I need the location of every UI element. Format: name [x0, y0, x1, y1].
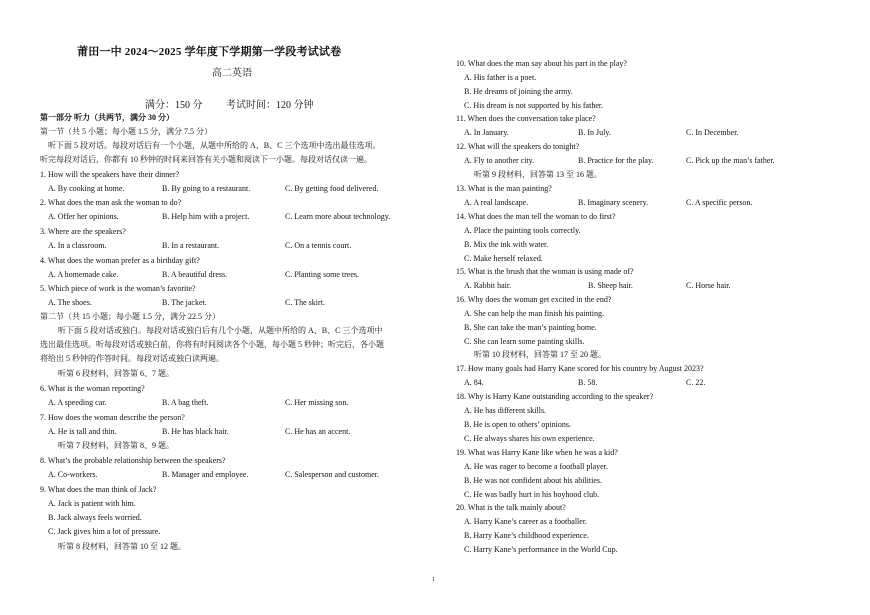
question-19-option-c: C. He was badly hurt in his boyhood club.	[464, 490, 600, 499]
question-10-option-a: A. His father is a poet.	[464, 73, 537, 82]
section1-heading: 第一节（共 5 小题；每小题 1.5 分，满分 7.5 分）	[40, 127, 212, 136]
question-10-option-b: B. He dreams of joining the army.	[464, 87, 573, 96]
question-8-stem: 8. What’s the probable relationship between the speakers?	[40, 456, 226, 465]
question-14-stem: 14. What does the man tell the woman to do first?	[456, 212, 616, 221]
question-20-option-c: C. Harry Kane’s performance in the World Cup.	[464, 545, 618, 554]
question-12-option-c: C. Pick up the man’s father.	[686, 156, 775, 165]
question-5-option-b: B. The jacket.	[162, 298, 207, 307]
question-16-stem: 16. Why does the woman get excited in the end?	[456, 295, 612, 304]
material-10-note: 听第 10 段材料，回答第 17 至 20 题。	[474, 350, 606, 359]
question-2-option-b: B. Help him with a project.	[162, 212, 250, 221]
question-18-option-b: B. He is open to others’ opinions.	[464, 420, 571, 429]
question-8-option-c: C. Salesperson and customer.	[285, 470, 379, 479]
material-8-note: 听第 8 段材料，回答第 10 至 12 题。	[58, 542, 186, 551]
question-6-stem: 6. What is the woman reporting?	[40, 384, 145, 393]
section2-instructions-1: 听下面 5 段对话或独白。每段对话或独白后有几个小题，从题中所给的 A、B、C 三个选项中	[58, 326, 383, 335]
question-8-option-a: A. Co-workers.	[48, 470, 98, 479]
question-15-stem: 15. What is the brush that the woman is using made of?	[456, 267, 634, 276]
question-5-option-c: C. The skirt.	[285, 298, 325, 307]
question-3-option-a: A. In a classroom.	[48, 241, 107, 250]
question-1-option-a: A. By cooking at home.	[48, 184, 125, 193]
question-15-option-c: C. Horse hair.	[686, 281, 731, 290]
question-2-stem: 2. What does the man ask the woman to do?	[40, 198, 182, 207]
part1-heading: 第一部分 听力（共两节，满分 30 分）	[40, 113, 174, 122]
question-11-option-c: C. In December.	[686, 128, 739, 137]
page-number: 1	[432, 577, 435, 583]
question-11-option-a: A. In January.	[464, 128, 509, 137]
question-14-option-c: C. Make herself relaxed.	[464, 254, 543, 263]
subject-title: 高二英语	[212, 68, 252, 79]
question-13-option-b: B. Imaginary scenery.	[578, 198, 649, 207]
question-11-option-b: B. In July.	[578, 128, 611, 137]
question-20-option-b: B. Harry Kane’s childhood experience.	[464, 531, 589, 540]
question-9-stem: 9. What does the man think of Jack?	[40, 485, 157, 494]
question-13-stem: 13. What is the man painting?	[456, 184, 552, 193]
question-7-option-b: B. He has black hair.	[162, 427, 229, 436]
question-3-option-b: B. In a restaurant.	[162, 241, 220, 250]
question-12-option-b: B. Practice for the play.	[578, 156, 654, 165]
question-18-option-c: C. He always shares his own experience.	[464, 434, 595, 443]
question-6-option-c: C. Her missing son.	[285, 398, 349, 407]
question-15-option-a: A. Rabbit hair.	[464, 281, 512, 290]
question-1-stem: 1. How will the speakers have their dinner?	[40, 170, 180, 179]
full-score: 满分：150 分	[145, 100, 203, 111]
question-12-stem: 12. What will the speakers do tonight?	[456, 142, 580, 151]
question-11-stem: 11. When does the conversation take place?	[456, 114, 596, 123]
question-5-option-a: A. The shoes.	[48, 298, 92, 307]
question-10-stem: 10. What does the man say about his part in the play?	[456, 59, 627, 68]
question-12-option-a: A. Fly to another city.	[464, 156, 535, 165]
question-2-option-c: C. Learn more about technology.	[285, 212, 391, 221]
question-16-option-b: B. She can take the man’s painting home.	[464, 323, 597, 332]
question-15-option-b: B. Sheep hair.	[588, 281, 633, 290]
question-1-option-b: B. By going to a restaurant.	[162, 184, 251, 193]
question-14-option-b: B. Mix the ink with water.	[464, 240, 549, 249]
material-9-note: 听第 9 段材料，回答第 13 至 16 题。	[474, 170, 602, 179]
question-16-option-a: A. She can help the man finish his painting.	[464, 309, 604, 318]
question-17-stem: 17. How many goals had Harry Kane scored for his country by August 2023?	[456, 364, 704, 373]
question-9-option-b: B. Jack always feels worried.	[48, 513, 142, 522]
question-3-option-c: C. On a tennis court.	[285, 241, 352, 250]
question-4-option-a: A. A homemade cake.	[48, 270, 119, 279]
material-7-note: 听第 7 段材料，回答第 8、9 题。	[58, 441, 174, 450]
question-5-stem: 5. Which piece of work is the woman’s favorite?	[40, 284, 196, 293]
question-19-stem: 19. What was Harry Kane like when he was a kid?	[456, 448, 618, 457]
section1-instructions-1: 听下面 5 段对话。每段对话后有一个小题，从题中所给的 A、B、C 三个选项中选出最佳选项。	[48, 141, 381, 150]
question-10-option-c: C. His dream is not supported by his father.	[464, 101, 604, 110]
question-18-option-a: A. He has different skills.	[464, 406, 547, 415]
question-4-option-c: C. Planting some trees.	[285, 270, 359, 279]
question-4-stem: 4. What does the woman prefer as a birthday gift?	[40, 256, 200, 265]
question-17-option-a: A. 84.	[464, 378, 484, 387]
question-16-option-c: C. She can learn some painting skills.	[464, 337, 585, 346]
question-13-option-a: A. A real landscape.	[464, 198, 529, 207]
question-7-option-c: C. He has an accent.	[285, 427, 351, 436]
question-6-option-b: B. A bag theft.	[162, 398, 209, 407]
question-3-stem: 3. Where are the speakers?	[40, 227, 126, 236]
section2-instructions-2: 选出最佳选项。听每段对话或独白前，你将有时间阅读各个小题，每小题 5 秒钟；听完后，各小题	[40, 340, 384, 349]
question-7-option-a: A. He is tall and thin.	[48, 427, 117, 436]
question-6-option-a: A. A speeding car.	[48, 398, 107, 407]
question-7-stem: 7. How does the woman describe the person?	[40, 413, 185, 422]
question-13-option-c: C. A specific person.	[686, 198, 753, 207]
exam-time: 考试时间：120 分钟	[226, 100, 314, 111]
section2-heading: 第二节（共 15 小题；每小题 1.5 分，满分 22.5 分）	[40, 312, 220, 321]
material-6-note: 听第 6 段材料，回答第 6、7 题。	[58, 369, 174, 378]
question-18-stem: 18. Why is Harry Kane outstanding according to the speaker?	[456, 392, 654, 401]
question-9-option-a: A. Jack is patient with him.	[48, 499, 136, 508]
question-14-option-a: A. Place the painting tools correctly.	[464, 226, 581, 235]
question-8-option-b: B. Manager and employee.	[162, 470, 249, 479]
question-17-option-c: C. 22.	[686, 378, 706, 387]
question-9-option-c: C. Jack gives him a lot of pressure.	[48, 527, 161, 536]
question-2-option-a: A. Offer her opinions.	[48, 212, 119, 221]
section2-instructions-3: 将给出 5 秒钟的作答时间。每段对话或独白读两遍。	[40, 354, 224, 363]
question-17-option-b: B. 58.	[578, 378, 598, 387]
question-19-option-a: A. He was eager to become a football player.	[464, 462, 608, 471]
question-20-stem: 20. What is the talk mainly about?	[456, 503, 566, 512]
question-4-option-b: B. A beautiful dress.	[162, 270, 228, 279]
question-20-option-a: A. Harry Kane’s career as a footballer.	[464, 517, 588, 526]
question-1-option-c: C. By getting food delivered.	[285, 184, 379, 193]
section1-instructions-2: 听完每段对话后，你都有 10 秒钟的时间来回答有关小题和阅读下一小题。每段对话仅读一遍。	[40, 155, 372, 164]
exam-title: 莆田一中 2024～2025 学年度下学期第一学段考试试卷	[77, 46, 342, 58]
question-19-option-b: B. He was not confident about his abilities.	[464, 476, 602, 485]
